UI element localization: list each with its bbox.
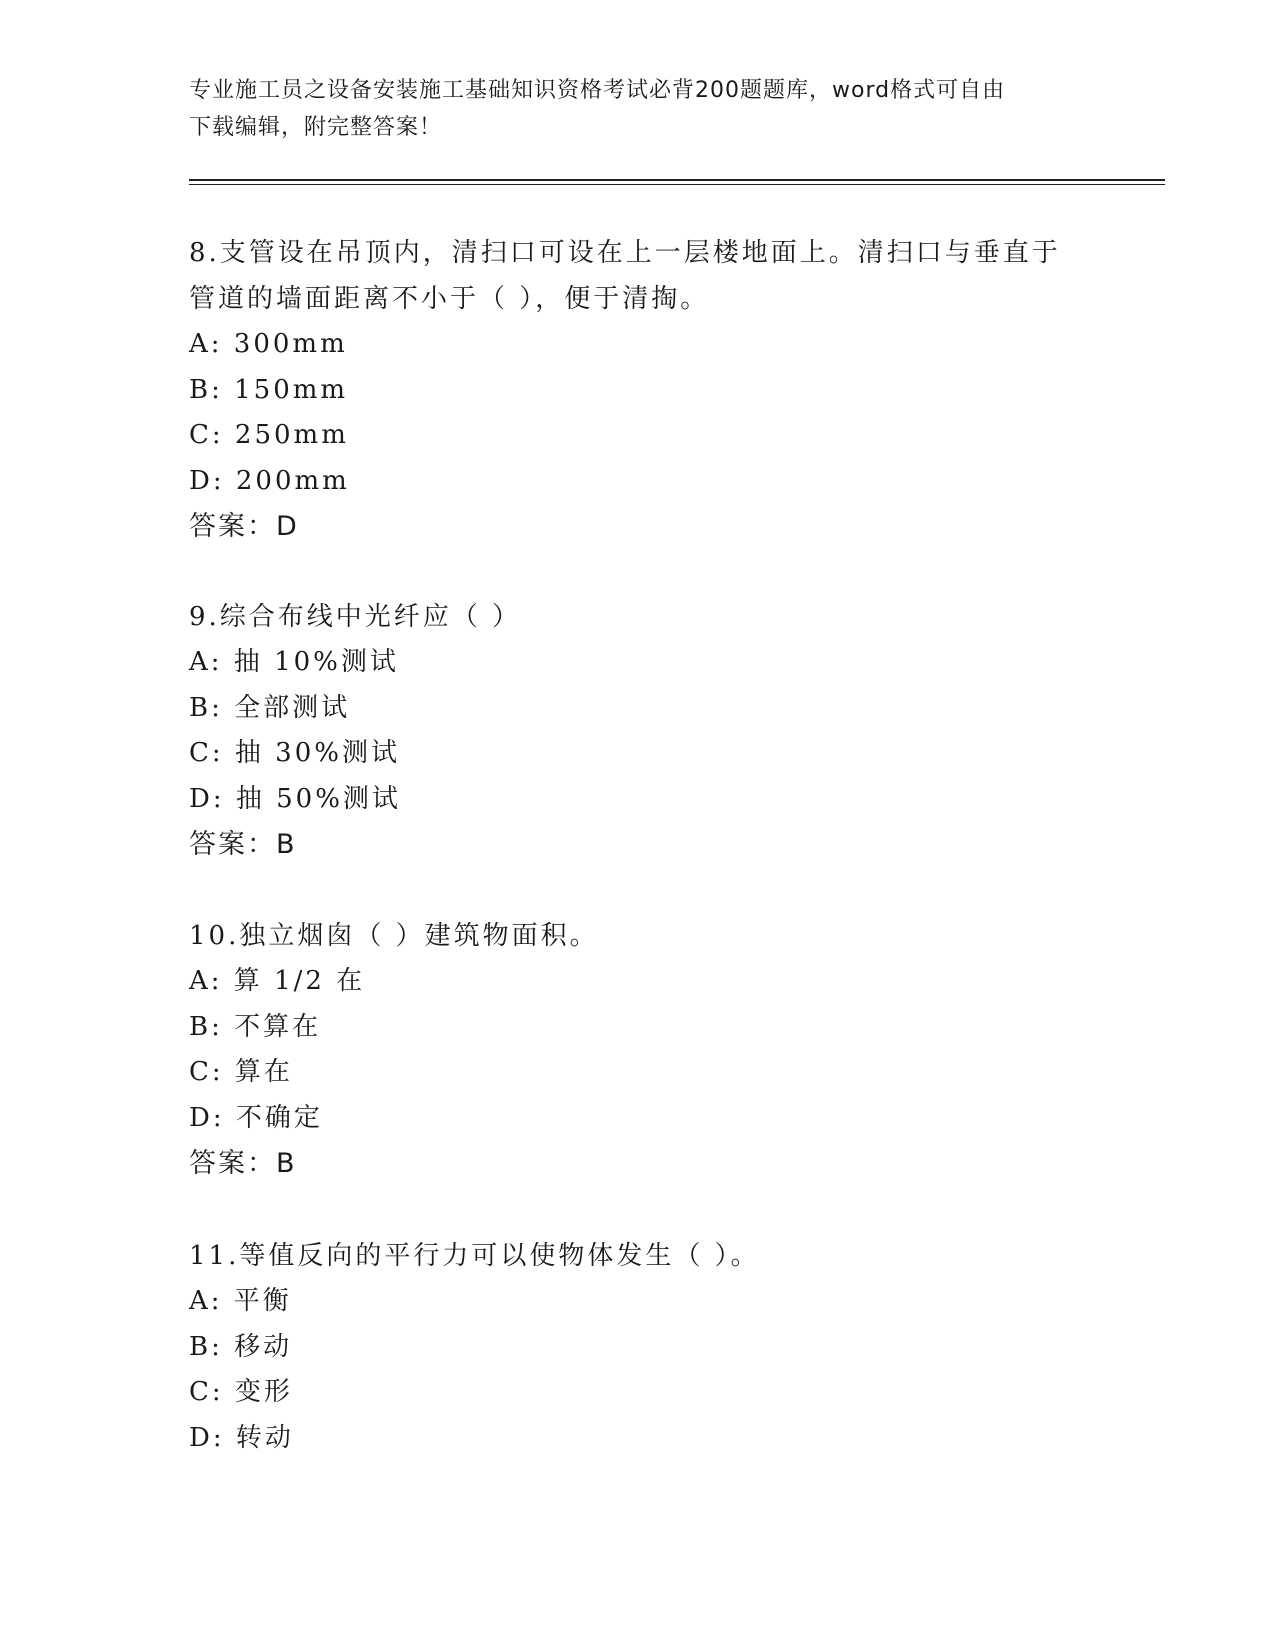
question-stem-line: 管道的墙面距离不小于（ ），便于清掏。 bbox=[189, 284, 710, 314]
header-rule-thin bbox=[189, 184, 1165, 185]
question-8 bbox=[189, 230, 1149, 550]
option-c: C: 算在 bbox=[189, 1057, 293, 1087]
question-10 bbox=[189, 913, 1149, 1187]
document-header bbox=[189, 72, 1089, 146]
question-11 bbox=[189, 1233, 1149, 1461]
header-line-2: 下载编辑，附完整答案！ bbox=[189, 115, 443, 140]
option-d: D: 转动 bbox=[189, 1422, 294, 1453]
option-c: C: 250mm bbox=[189, 420, 349, 450]
question-stem-line: 9.综合布线中光纤应（ ） bbox=[189, 602, 522, 632]
option-b: B: 移动 bbox=[189, 1331, 293, 1362]
option-c: C: 变形 bbox=[189, 1377, 293, 1407]
question-stem-line: 10.独立烟囱（ ）建筑物面积。 bbox=[189, 921, 599, 951]
answer-label: 答案：B bbox=[189, 829, 297, 860]
answer-label: 答案：B bbox=[189, 1148, 297, 1179]
option-d: D: 抽 50%测试 bbox=[189, 783, 401, 814]
answer-label: 答案：D bbox=[189, 511, 299, 542]
option-b: B: 不算在 bbox=[189, 1011, 322, 1042]
header-line-1: 专业施工员之设备安装施工基础知识资格考试必背200题题库，word格式可自由 bbox=[189, 78, 1006, 103]
option-a: A: 300mm bbox=[189, 329, 348, 359]
option-b: B: 150mm bbox=[189, 374, 349, 405]
option-b: B: 全部测试 bbox=[189, 692, 351, 723]
question-stem-line: 11.等值反向的平行力可以使物体发生（ ）。 bbox=[189, 1241, 760, 1271]
option-a: A: 平衡 bbox=[189, 1286, 292, 1316]
option-c: C: 抽 30%测试 bbox=[189, 738, 400, 768]
header-rule-thick bbox=[189, 179, 1165, 181]
option-d: D: 200mm bbox=[189, 465, 350, 496]
question-stem-line: 8.支管设在吊顶内，清扫口可设在上一层楼地面上。清扫口与垂直于 bbox=[189, 238, 1061, 268]
option-d: D: 不确定 bbox=[189, 1102, 323, 1133]
option-a: A: 抽 10%测试 bbox=[189, 647, 399, 677]
option-a: A: 算 1/2 在 bbox=[189, 966, 366, 996]
question-9 bbox=[189, 594, 1149, 868]
